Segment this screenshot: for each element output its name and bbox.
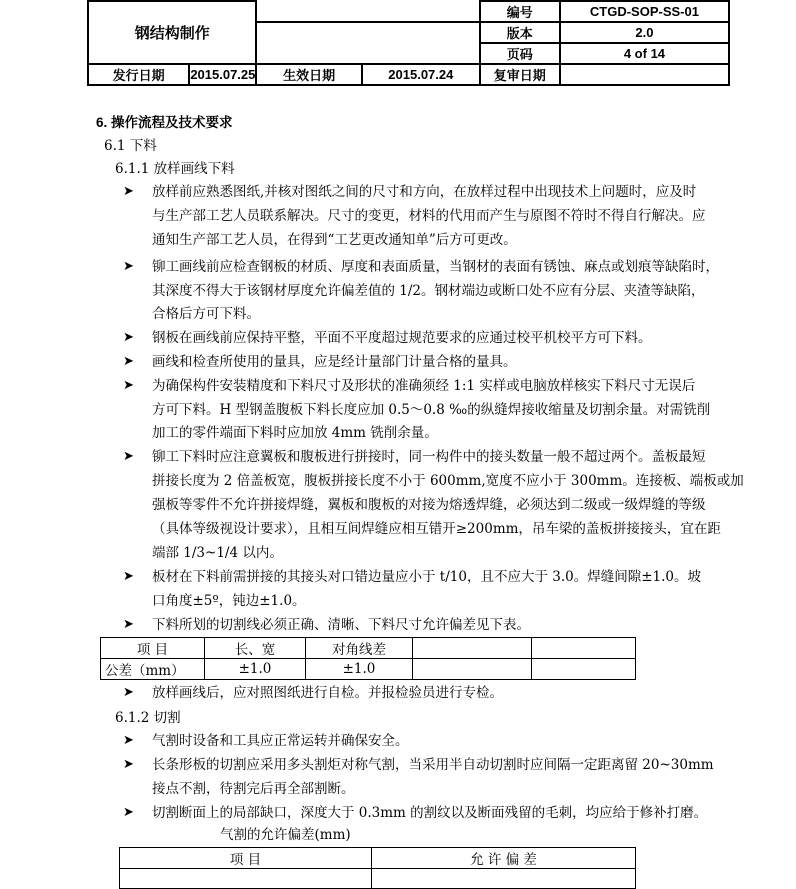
effective-date-value: 2015.07.24 <box>362 64 480 85</box>
paragraph-line: 端部 1/3~1/4 以内。 <box>152 545 283 561</box>
subsection-6-1: 6.1 下料 <box>104 138 157 154</box>
arrow-bullet-icon: ➤ <box>123 617 134 632</box>
paragraph-line: 强板等零件不允许拼接焊缝，翼板和腹板的对接为熔透焊缝，必须达到二级或一级焊缝的等级 <box>152 497 706 513</box>
table-row <box>101 638 636 659</box>
document-title: 钢结构制作 <box>88 1 256 64</box>
gas-cut-tolerance-table <box>119 847 636 889</box>
table-caption: 气割的允许偏差(mm) <box>220 827 351 843</box>
review-date-label: 复审日期 <box>480 64 560 85</box>
paragraph-line: 方可下料。H 型钢盖腹板下料长度应加 0.5～0.8 ‰的纵缝焊接收缩量及切割余量。对需铣削 <box>152 402 711 418</box>
arrow-bullet-icon: ➤ <box>123 259 134 274</box>
arrow-bullet-icon: ➤ <box>123 733 134 748</box>
arrow-bullet-icon: ➤ <box>123 805 134 820</box>
arrow-bullet-icon: ➤ <box>123 685 134 700</box>
arrow-bullet-icon: ➤ <box>123 354 134 369</box>
table-cell: 对角线差 <box>306 638 413 659</box>
table-cell: 公差（mm） <box>101 659 205 680</box>
arrow-bullet-icon: ➤ <box>123 569 134 584</box>
table-cell <box>413 638 532 659</box>
paragraph-line: 长条形板的切割应采用多头割炬对称气割，当采用半自动切割时应间隔一定距离留 20~30mm <box>152 757 714 773</box>
paragraph-line: 其深度不得大于该钢材厚度允许偏差值的 1/2。钢材端边或断口处不应有分层、夹渣等缺陷， <box>152 283 705 299</box>
paragraph-line: 板材在下料前需拼接的其接头对口错边量应小于 t/10，且不应大于 3.0。焊缝间隙±1.0。坡 <box>152 569 701 585</box>
paragraph-line: 放样画线后，应对照图纸进行自检。并报检验员进行专检。 <box>152 685 503 701</box>
table-row <box>101 659 636 680</box>
issue-date-value: 2015.07.25 <box>189 64 256 85</box>
arrow-bullet-icon: ➤ <box>123 330 134 345</box>
table-row <box>120 848 636 869</box>
paragraph-line: 与生产部工艺人员联系解决。尺寸的变更，材料的代用而产生与原图不符时不得自行解决。应 <box>152 208 706 224</box>
code-label: 编号 <box>480 1 560 22</box>
arrow-bullet-icon: ➤ <box>123 757 134 772</box>
paragraph-line: 铆工画线前应检查钢板的材质、厚度和表面质量，当钢材的表面有锈蚀、麻点或划痕等缺陷时， <box>152 259 719 275</box>
paragraph-line: 钢板在画线前应保持平整，平面不平度超过规范要求的应通过校平机校平方可下料。 <box>152 330 652 346</box>
table-row <box>120 869 636 889</box>
table-cell <box>532 638 636 659</box>
issue-date-label: 发行日期 <box>88 64 189 85</box>
paragraph-line: 切割断面上的局部缺口，深度大于 0.3mm 的割纹以及断面残留的毛刺，均应给于修补打磨。 <box>152 805 708 821</box>
effective-date-label: 生效日期 <box>256 64 362 85</box>
paragraph-line: （具体等级视设计要求），且相互间焊缝应相互错开≥200mm，吊车梁的盖板拼接接头，宜在距 <box>152 521 721 537</box>
table-cell: 长、宽 <box>205 638 306 659</box>
arrow-bullet-icon: ➤ <box>123 449 134 464</box>
table-cell: 项 目 <box>120 848 372 869</box>
paragraph-line: 口角度±5º，钝边±1.0。 <box>152 593 306 609</box>
table-cell: 项 目 <box>101 638 205 659</box>
section-heading: 6. 操作流程及技术要求 <box>96 115 233 130</box>
page-value: 4 of 14 <box>560 43 729 64</box>
cutting-tolerance-table <box>100 637 636 680</box>
table-cell <box>532 659 636 680</box>
arrow-bullet-icon: ➤ <box>123 184 134 199</box>
paragraph-line: 加工的零件端面下料时应加放 4mm 铣削余量。 <box>152 425 438 441</box>
review-date-value <box>560 64 729 85</box>
document-header <box>87 0 730 86</box>
paragraph-line: 铆工下料时应注意翼板和腹板进行拼接时，同一构件中的接头数量一般不超过两个。盖板最短 <box>152 449 706 465</box>
table-cell <box>413 659 532 680</box>
version-label: 版本 <box>480 22 560 43</box>
table-cell: ±1.0 <box>306 659 413 680</box>
version-value: 2.0 <box>560 22 729 43</box>
paragraph-line: 通知生产部工艺人员，在得到“工艺更改通知单”后方可更改。 <box>152 232 517 248</box>
paragraph-line: 下料所划的切割线必须正确、清晰、下料尺寸允许偏差见下表。 <box>152 617 530 633</box>
subsection-6-1-1: 6.1.1 放样画线下料 <box>115 161 235 177</box>
paragraph-line: 放样前应熟悉图纸,并核对图纸之间的尺寸和方向，在放样过程中出现技术上问题时，应及时 <box>152 184 697 200</box>
arrow-bullet-icon: ➤ <box>123 378 134 393</box>
paragraph-line: 接点不割，待割完后再全部割断。 <box>152 781 355 797</box>
paragraph-line: 拼接长度为 2 倍盖板宽，腹板拼接长度不小于 600mm,宽度不应小于 300mm。连接板、端板或加 <box>152 473 744 489</box>
table-cell: ±1.0 <box>205 659 306 680</box>
paragraph-line: 为确保构件安装精度和下料尺寸及形状的准确须经 1:1 实样或电脑放样核实下料尺寸无误后 <box>152 378 696 394</box>
paragraph-line: 合格后方可下料。 <box>152 306 260 322</box>
table-cell: 允 许 偏 差 <box>372 848 636 869</box>
paragraph-line: 画线和检查所使用的量具，应是经计量部门计量合格的量具。 <box>152 354 517 370</box>
code-value: CTGD-SOP-SS-01 <box>560 1 729 22</box>
subsection-6-1-2: 6.1.2 切割 <box>115 710 181 726</box>
paragraph-line: 气割时设备和工具应正常运转并确保安全。 <box>152 733 409 749</box>
page-label: 页码 <box>480 43 560 64</box>
